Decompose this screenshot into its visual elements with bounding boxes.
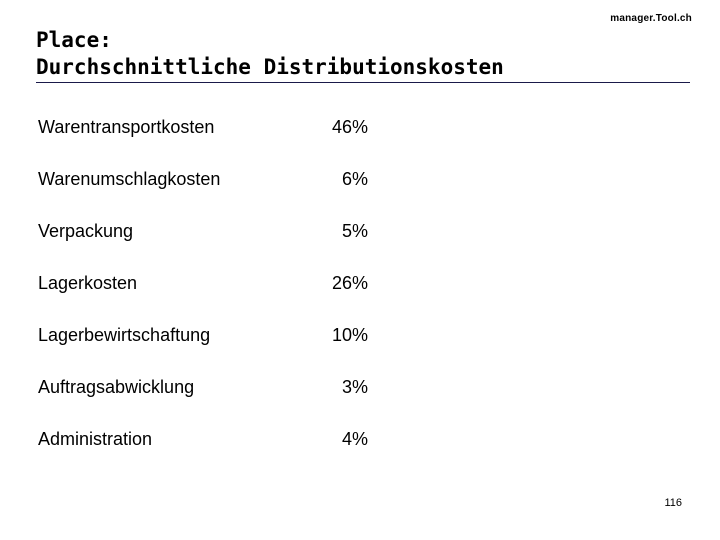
cost-row <box>38 269 438 321</box>
cost-value: 3% <box>341 377 368 397</box>
cost-value: 5% <box>341 221 368 241</box>
cost-row <box>38 217 438 269</box>
cost-row <box>38 113 438 165</box>
cost-label: Lagerbewirtschaftung <box>38 325 211 345</box>
cost-value: 4% <box>341 429 368 449</box>
title-line-2: Durchschnittliche Distributionskosten <box>36 55 504 79</box>
cost-label: Warenumschlagkosten <box>38 169 221 189</box>
cost-value: 26% <box>331 273 368 293</box>
slide-title <box>36 27 696 81</box>
brand-logo-text: manager.Tool.ch <box>610 13 692 24</box>
cost-value: 6% <box>341 169 368 189</box>
cost-row <box>38 165 438 217</box>
cost-row <box>38 321 438 373</box>
cost-label: Lagerkosten <box>38 273 138 293</box>
cost-list <box>38 113 438 477</box>
cost-row <box>38 425 438 477</box>
cost-row <box>38 373 438 425</box>
cost-label: Auftragsabwicklung <box>38 377 195 397</box>
title-divider <box>36 82 690 83</box>
cost-label: Verpackung <box>38 221 134 241</box>
title-line-1: Place: <box>36 28 112 52</box>
cost-value: 10% <box>331 325 368 345</box>
cost-label: Warentransportkosten <box>38 117 215 137</box>
cost-label: Administration <box>38 429 153 449</box>
page-number: 116 <box>664 497 682 509</box>
cost-value: 46% <box>331 117 368 137</box>
